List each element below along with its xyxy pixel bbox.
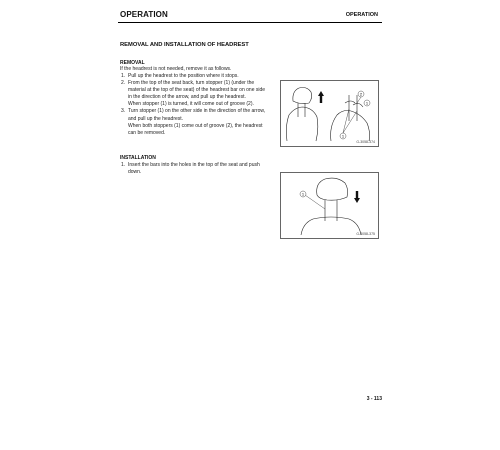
section-title: REMOVAL AND INSTALLATION OF HEADREST (120, 42, 249, 48)
step-text: From the top of the seat back, turn stopper (1) (under the (128, 80, 255, 87)
step-text: Insert the bars into the holes in the top of the seat and push (128, 162, 260, 168)
removal-step-1 (120, 73, 280, 80)
installation-figure (280, 172, 379, 239)
callout-label: 1 (341, 133, 345, 139)
step-text: Turn stopper (1) on the other side in the direction of the arrow, (128, 108, 266, 115)
headrest-installation-illustration (281, 173, 378, 238)
removal-steps (120, 73, 280, 137)
headrest-removal-illustration (281, 81, 378, 146)
removal-intro: If the headrest is not needed, remove it as follows. (120, 66, 232, 72)
removal-title: REMOVAL (120, 60, 145, 66)
header-title-left: OPERATION (120, 10, 168, 19)
step-text: and pull up the headrest. (128, 115, 184, 122)
installation-steps (120, 162, 280, 176)
step-text: material at the top of the seat) of the headrest bar on one side (128, 87, 266, 94)
callout-label: 1 (301, 191, 305, 197)
arrow-down-icon (354, 191, 360, 203)
step-text: Pull up the headrest to the position where it stops. (128, 73, 239, 79)
callout-label: 1 (365, 100, 369, 106)
step-number: 2. (121, 80, 126, 87)
step-text: down. (128, 169, 142, 176)
step-number: 3. (121, 108, 126, 115)
step-number: 1. (121, 162, 126, 168)
step-text: When stopper (1) is turned, it will come out of groove (2). (128, 101, 254, 108)
removal-figure (280, 80, 379, 147)
installation-step-1 (120, 162, 280, 176)
removal-step-3 (120, 108, 280, 136)
figure-code: G-3058-375 (356, 232, 375, 236)
arrow-up-icon (318, 91, 324, 103)
step-text: can be removed. (128, 129, 166, 136)
step-text: in the direction of the arrow, and pull up the headrest. (128, 94, 246, 101)
page-number: 3 - 113 (366, 396, 382, 402)
step-text: When both stoppers (1) come out of groove (2), the headrest (128, 122, 263, 129)
step-number: 1. (121, 73, 126, 79)
removal-step-2 (120, 80, 280, 108)
installation-title: INSTALLATION (120, 155, 156, 161)
figure-code: G-3058-374 (356, 140, 375, 144)
header-divider (118, 22, 382, 23)
callout-label: 2 (359, 91, 363, 97)
header-title-right: OPERATION (345, 12, 378, 18)
